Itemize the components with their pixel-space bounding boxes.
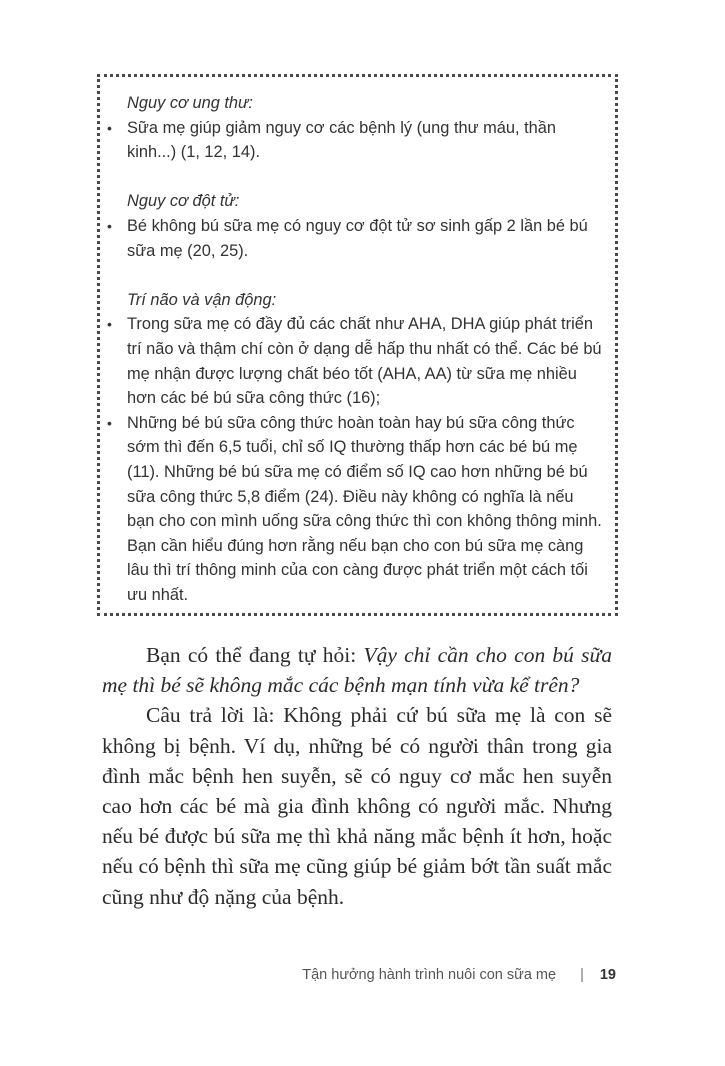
footer-book-title: Tận hưởng hành trình nuôi con sữa mẹ [302,967,557,983]
bullet-brain-1: • Trong sữa mẹ có đầy đủ các chất như AHA, DHA giúp phát triển trí não và thậm chí còn ở dạng dễ hấp thu nhất có thể. Các bé bú mẹ nhận được lượng chất béo tốt (AHA, AA) từ sữa mẹ nhiều hơn các bé bú sữa công thức (16); [127,312,602,410]
paragraph-question-italic: Vậy chỉ cần cho con bú sữa mẹ thì bé sẽ không mắc các bệnh mạn tính vừa kể trên? [102,643,612,698]
info-box [97,74,618,616]
bullet-brain-2: • Những bé bú sữa công thức hoàn toàn hay bú sữa công thức sớm thì đến 6,5 tuổi, chỉ số IQ thường thấp hơn các bé bú mẹ (11). Những bé bú sữa mẹ có điểm số IQ cao hơn những bé bú sữa công thức 5,8 điểm (24). Điều này không có nghĩa là nếu bạn cho con mình uống sữa công thức thì con không thông minh. Bạn cần hiểu đúng hơn rằng nếu bạn cho con bú sữa mẹ càng lâu thì trí thông minh của con càng được phát triển một cách tối ưu nhất. [127,411,602,608]
paragraph-answer: Câu trả lời là: Không phải cứ bú sữa mẹ là con sẽ không bị bệnh. Ví dụ, những bé có người thân trong gia đình mắc bệnh hen suyễn, sẽ có nguy cơ mắc hen suyễn cao hơn các bé mà gia đình không có người mắc. Nhưng nếu bé được bú sữa mẹ thì khả năng mắc bệnh ít hơn, hoặc nếu có bệnh thì sữa mẹ cũng giúp bé giảm bớt tần suất mắc cũng như độ nặng của bệnh. [102,703,612,909]
paragraph-question [102,640,612,700]
bullet-cancer-1: • Sữa mẹ giúp giảm nguy cơ các bệnh lý (ung thư máu, thần kinh...) (1, 12, 14). [127,116,602,165]
bullet-sids-1: • Bé không bú sữa mẹ có nguy cơ đột tử sơ sinh gấp 2 lần bé bú sữa mẹ (20, 25). [127,214,602,263]
section-title-cancer: Nguy cơ ung thư: [127,94,253,112]
page-footer [276,967,616,983]
info-box-content [127,91,602,607]
footer-separator: | [580,967,584,983]
section-title-sids: Nguy cơ đột tử: [127,192,240,211]
paragraph-question-lead: Bạn có thể đang tự hỏi: [146,643,364,667]
body-text [102,640,612,912]
page-number: 19 [599,967,616,983]
section-title-brain: Trí não và vận động: [127,290,277,309]
